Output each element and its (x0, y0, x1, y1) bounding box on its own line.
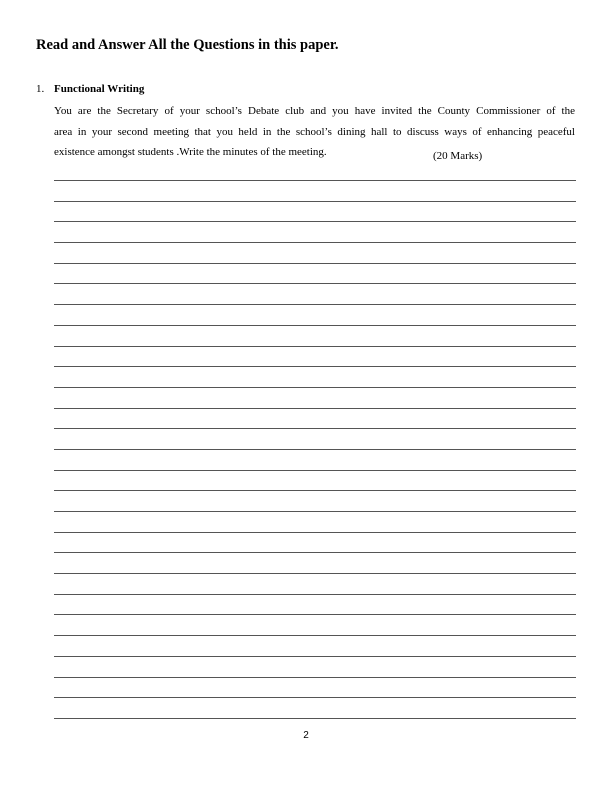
answer-line (54, 490, 576, 511)
answer-line (54, 614, 576, 635)
answer-line (54, 511, 576, 532)
answer-line (54, 387, 576, 408)
marks-allocation: (20 Marks) (433, 150, 483, 162)
answer-line (54, 346, 576, 367)
answer-line (54, 594, 576, 615)
prompt-line: You are the Secretary of your school’s Debate club and you have invited the County Commissioner of the (54, 105, 575, 117)
answer-line (54, 263, 576, 284)
answer-line (54, 677, 576, 698)
question-heading: Functional Writing (54, 83, 145, 95)
prompt-line: existence amongst students .Write the minutes of the meeting. (54, 146, 327, 158)
answer-line (54, 304, 576, 325)
answer-line (54, 470, 576, 491)
answer-line (54, 325, 576, 346)
answer-line (54, 283, 576, 304)
answer-line (54, 242, 576, 263)
page-number: 2 (303, 730, 309, 741)
answer-line (54, 573, 576, 594)
answer-line (54, 180, 576, 201)
answer-line (54, 408, 576, 429)
answer-line (54, 697, 576, 718)
paper-instructions: Read and Answer All the Questions in this paper. (36, 37, 339, 53)
answer-line (54, 552, 576, 573)
answer-line (54, 449, 576, 470)
answer-lines (54, 180, 576, 739)
answer-line (54, 221, 576, 242)
answer-line (54, 656, 576, 677)
answer-line (54, 366, 576, 387)
answer-line (54, 428, 576, 449)
prompt-line: area in your second meeting that you held in the school’s dining hall to discuss ways of enhancing peaceful (54, 125, 575, 138)
question-prompt (54, 101, 575, 163)
answer-line (54, 201, 576, 222)
answer-line (54, 635, 576, 656)
question-number: 1. (36, 83, 45, 95)
answer-line (54, 532, 576, 553)
